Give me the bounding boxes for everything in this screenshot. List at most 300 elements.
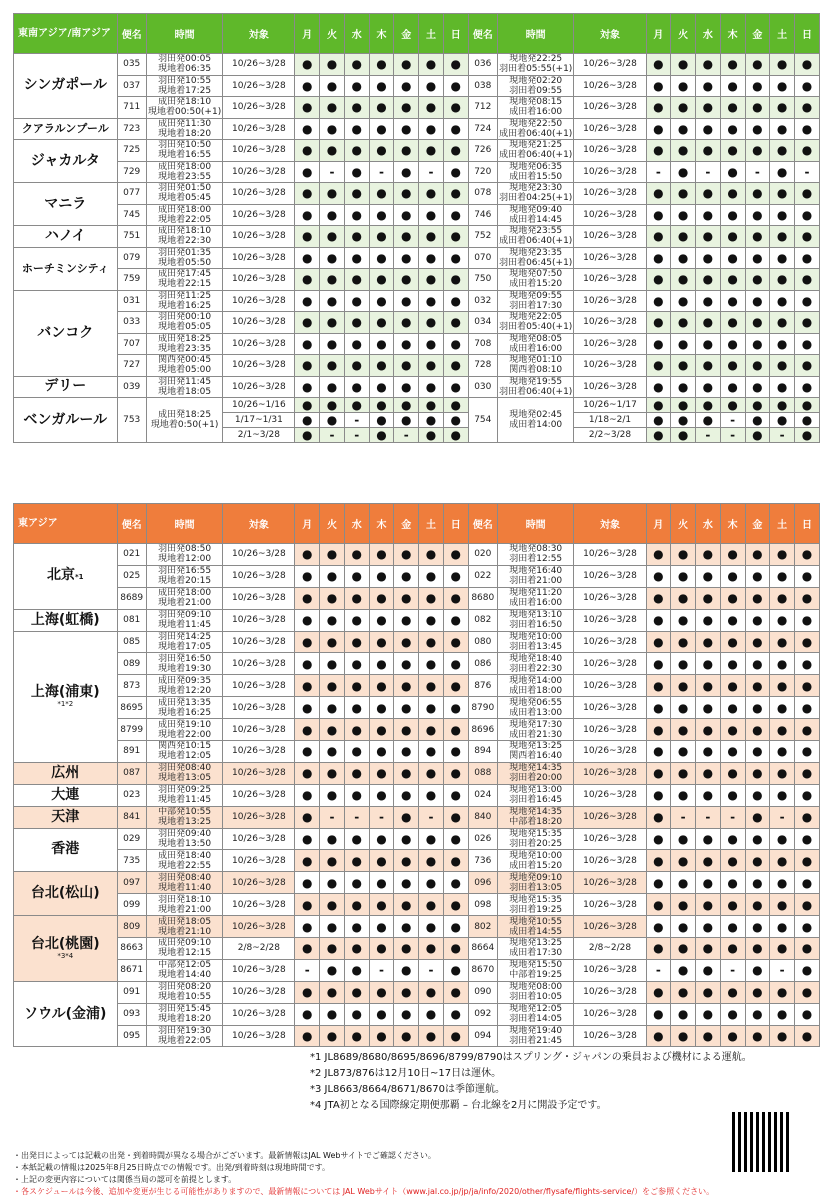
day-mark: ● xyxy=(696,938,721,960)
arrival-time: 成田着13:00 xyxy=(509,707,563,718)
day-mark: ● xyxy=(369,269,394,291)
departure-time: 羽田発00:10 xyxy=(158,312,212,323)
day-mark: ● xyxy=(745,355,770,377)
day-mark: ● xyxy=(671,544,696,566)
day-mark: ● xyxy=(295,697,320,719)
flight-number: 097 xyxy=(117,872,146,894)
city-label: ベンガルール xyxy=(23,411,108,428)
day-mark: ● xyxy=(443,312,468,334)
flight-number: 841 xyxy=(117,806,146,828)
arrival-time: 現地着12:00 xyxy=(158,554,212,565)
day-mark: ● xyxy=(443,631,468,653)
column-header: 時間 xyxy=(146,504,223,544)
day-mark: ● xyxy=(320,741,345,763)
flight-time xyxy=(497,204,574,226)
day-mark: ● xyxy=(344,850,369,872)
table-row xyxy=(14,1003,820,1025)
day-mark: ● xyxy=(443,269,468,291)
arrival-time: 成田着16:00 xyxy=(509,107,563,118)
table-row xyxy=(14,312,820,334)
flight-number: 092 xyxy=(468,1003,497,1025)
day-mark: ● xyxy=(745,544,770,566)
operating-period: 10/26~3/28 xyxy=(574,544,646,566)
arrival-time: 現地着21:10 xyxy=(158,926,212,937)
day-mark: ● xyxy=(344,1003,369,1025)
flight-number: 087 xyxy=(117,762,146,784)
day-mark: ● xyxy=(696,872,721,894)
day-mark: ● xyxy=(770,269,795,291)
arrival-time: 羽田着20:25 xyxy=(509,839,563,850)
arrival-time: 現地着23:55 xyxy=(158,171,212,182)
day-mark: ● xyxy=(671,226,696,248)
departure-time: 現地発14:35 xyxy=(509,807,563,818)
day-mark: ● xyxy=(344,97,369,119)
day-mark: ● xyxy=(443,413,468,428)
day-mark: ● xyxy=(295,161,320,183)
city-name xyxy=(14,806,118,828)
day-mark: ● xyxy=(320,413,345,428)
flight-number: 030 xyxy=(468,376,497,398)
table-row xyxy=(14,54,820,76)
day-mark: ● xyxy=(795,1025,820,1047)
day-mark: ● xyxy=(369,938,394,960)
day-mark: ● xyxy=(745,981,770,1003)
day-mark: ● xyxy=(394,312,419,334)
operating-period: 10/26~3/28 xyxy=(574,355,646,377)
arrival-time: 現地着12:05 xyxy=(158,751,212,762)
flight-number: 021 xyxy=(117,544,146,566)
flight-number: 723 xyxy=(117,118,146,140)
operating-period: 10/26~3/28 xyxy=(223,333,295,355)
day-mark: ● xyxy=(720,140,745,162)
table-row xyxy=(14,1025,820,1047)
day-mark: ● xyxy=(646,140,671,162)
departure-time: 現地発21:25 xyxy=(509,140,563,151)
day-mark: ● xyxy=(671,97,696,119)
column-header: 土 xyxy=(419,14,444,54)
city-label: シンガポール xyxy=(23,77,107,94)
day-mark: ● xyxy=(295,1003,320,1025)
arrival-time: 現地着22:05 xyxy=(158,1036,212,1047)
day-mark: ● xyxy=(795,544,820,566)
departure-time: 羽田発10:50 xyxy=(158,140,212,151)
day-mark: ● xyxy=(795,784,820,806)
flight-number: 754 xyxy=(468,398,497,443)
city-name xyxy=(14,398,118,443)
flight-time xyxy=(146,565,223,587)
arrival-time: 現地着16:25 xyxy=(158,707,212,718)
day-mark: ● xyxy=(295,631,320,653)
day-mark: ● xyxy=(745,398,770,413)
day-mark: ● xyxy=(369,828,394,850)
day-mark: ● xyxy=(795,247,820,269)
day-mark: ● xyxy=(745,631,770,653)
operating-period: 10/26~3/28 xyxy=(574,916,646,938)
day-mark: ● xyxy=(745,938,770,960)
day-mark: ● xyxy=(394,118,419,140)
flight-time xyxy=(497,741,574,763)
column-header: 木 xyxy=(720,504,745,544)
day-mark: ● xyxy=(646,938,671,960)
header-row xyxy=(14,14,820,54)
day-mark: ● xyxy=(419,653,444,675)
day-mark: ● xyxy=(770,54,795,76)
day-mark: ● xyxy=(320,1003,345,1025)
operating-period: 10/26~3/28 xyxy=(574,850,646,872)
day-mark: ● xyxy=(419,631,444,653)
flight-number: 020 xyxy=(468,544,497,566)
flight-number: 726 xyxy=(468,140,497,162)
day-mark: ● xyxy=(419,544,444,566)
operating-period: 10/26~3/28 xyxy=(223,226,295,248)
flight-number: 809 xyxy=(117,916,146,938)
departure-time: 現地発07:50 xyxy=(509,269,563,280)
day-mark: ● xyxy=(295,355,320,377)
day-mark: ● xyxy=(770,697,795,719)
day-mark: ● xyxy=(770,609,795,631)
day-mark: ● xyxy=(295,981,320,1003)
disclaimer-line-4: ・各スケジュールは今後、追加や変更が生じる可能性がありますので、最新情報については JAL Webサイト（www.jal.co.jp/jp/ja/info/2020/other/flysafe/flights-service/）をご参照ください。 xyxy=(13,1187,715,1196)
day-mark: ● xyxy=(671,413,696,428)
arrival-time: 羽田着17:30 xyxy=(509,300,563,311)
operating-period: 10/26~3/28 xyxy=(223,183,295,205)
day-mark: ● xyxy=(671,959,696,981)
column-header: 対象 xyxy=(223,504,295,544)
day-mark: ● xyxy=(770,226,795,248)
flight-number: 8695 xyxy=(117,697,146,719)
day-mark: - xyxy=(419,959,444,981)
day-mark: ● xyxy=(419,828,444,850)
day-mark: ● xyxy=(720,762,745,784)
day-mark: ● xyxy=(295,118,320,140)
operating-period: 10/26~3/28 xyxy=(574,828,646,850)
flight-time xyxy=(146,1025,223,1047)
day-mark: ● xyxy=(344,247,369,269)
arrival-time: 成田着06:40(+1) xyxy=(499,236,573,247)
day-mark: ● xyxy=(419,183,444,205)
column-header: 火 xyxy=(671,14,696,54)
day-mark: ● xyxy=(795,140,820,162)
flight-time xyxy=(497,183,574,205)
day-mark: ● xyxy=(369,413,394,428)
day-mark: ● xyxy=(369,565,394,587)
operating-period: 10/26~3/28 xyxy=(574,140,646,162)
operating-period: 10/26~3/28 xyxy=(223,140,295,162)
day-mark: ● xyxy=(646,631,671,653)
flight-number: 727 xyxy=(117,355,146,377)
flight-time xyxy=(497,806,574,828)
day-mark: ● xyxy=(369,675,394,697)
footnote-mark: *1 xyxy=(75,572,84,581)
table-row xyxy=(14,97,820,119)
day-mark: ● xyxy=(320,916,345,938)
day-mark: ● xyxy=(671,269,696,291)
day-mark: ● xyxy=(443,75,468,97)
day-mark: ● xyxy=(369,697,394,719)
departure-time: 成田発17:45 xyxy=(158,269,212,280)
day-mark: ● xyxy=(671,872,696,894)
flight-number: 024 xyxy=(468,784,497,806)
day-mark: ● xyxy=(646,565,671,587)
day-mark: ● xyxy=(720,894,745,916)
day-mark: ● xyxy=(344,75,369,97)
city-label: 上海(浦東) xyxy=(30,684,100,701)
day-mark: ● xyxy=(770,587,795,609)
day-mark: ● xyxy=(419,204,444,226)
table-row xyxy=(14,719,820,741)
flight-number: 078 xyxy=(468,183,497,205)
day-mark: ● xyxy=(696,784,721,806)
day-mark: ● xyxy=(419,398,444,413)
flight-time xyxy=(497,981,574,1003)
departure-time: 現地発10:00 xyxy=(509,632,563,642)
day-mark: ● xyxy=(320,609,345,631)
day-mark: ● xyxy=(419,565,444,587)
column-header: 時間 xyxy=(497,504,574,544)
day-mark: ● xyxy=(443,247,468,269)
flight-time xyxy=(497,544,574,566)
day-mark: ● xyxy=(394,828,419,850)
day-mark: ● xyxy=(295,565,320,587)
arrival-time: 現地着22:30 xyxy=(158,236,212,247)
day-mark: ● xyxy=(344,1025,369,1047)
day-mark: ● xyxy=(770,784,795,806)
table-row xyxy=(14,398,820,413)
arrival-time: 現地着11:40 xyxy=(158,882,212,893)
column-header: 火 xyxy=(320,504,345,544)
day-mark: ● xyxy=(344,204,369,226)
departure-time: 成田発18:05 xyxy=(158,916,212,927)
day-mark: ● xyxy=(720,226,745,248)
flight-number: 894 xyxy=(468,741,497,763)
day-mark: - xyxy=(369,161,394,183)
day-mark: - xyxy=(344,413,369,428)
column-header: 月 xyxy=(295,504,320,544)
day-mark: ● xyxy=(745,719,770,741)
arrival-time: 羽田着13:45 xyxy=(509,642,563,652)
flight-time xyxy=(146,631,223,653)
day-mark: ● xyxy=(745,204,770,226)
flight-time xyxy=(146,398,223,443)
day-mark: ● xyxy=(344,398,369,413)
day-mark: ● xyxy=(295,653,320,675)
day-mark: ● xyxy=(344,290,369,312)
day-mark: ● xyxy=(295,428,320,443)
day-mark: ● xyxy=(369,609,394,631)
day-mark: ● xyxy=(696,587,721,609)
day-mark: ● xyxy=(720,916,745,938)
day-mark: ● xyxy=(394,675,419,697)
day-mark: ● xyxy=(369,398,394,413)
day-mark: - xyxy=(696,428,721,443)
arrival-time: 現地着05:05 xyxy=(158,322,212,333)
table-row xyxy=(14,204,820,226)
departure-time: 現地発13:25 xyxy=(509,938,563,949)
day-mark: ● xyxy=(443,959,468,981)
operating-period: 10/26~3/28 xyxy=(574,959,646,981)
day-mark: ● xyxy=(320,544,345,566)
day-mark: ● xyxy=(344,54,369,76)
footnote-mark: *1*2 xyxy=(57,700,74,709)
arrival-time: 現地着21:00 xyxy=(158,904,212,915)
city-label: ジャカルタ xyxy=(30,152,100,169)
day-mark: ● xyxy=(443,850,468,872)
flight-number: 038 xyxy=(468,75,497,97)
city-name xyxy=(14,981,118,1047)
day-mark: ● xyxy=(646,916,671,938)
flight-time xyxy=(146,247,223,269)
city-name xyxy=(14,376,118,398)
operating-period: 10/26~3/28 xyxy=(223,959,295,981)
day-mark: ● xyxy=(745,762,770,784)
flight-time xyxy=(497,916,574,938)
flight-time xyxy=(497,269,574,291)
footnote-mark: *3*4 xyxy=(57,951,74,960)
day-mark: ● xyxy=(795,828,820,850)
flight-time xyxy=(497,894,574,916)
flight-time xyxy=(146,183,223,205)
day-mark: ● xyxy=(720,290,745,312)
arrival-time: 現地着11:45 xyxy=(158,620,212,631)
operating-period: 10/26~3/28 xyxy=(223,609,295,631)
day-mark: ● xyxy=(443,653,468,675)
day-mark: ● xyxy=(320,784,345,806)
day-mark: ● xyxy=(696,719,721,741)
column-header: 時間 xyxy=(146,14,223,54)
day-mark: ● xyxy=(770,183,795,205)
day-mark: ● xyxy=(419,938,444,960)
flight-time xyxy=(146,587,223,609)
day-mark: ● xyxy=(394,850,419,872)
table-row xyxy=(14,981,820,1003)
flight-number: 034 xyxy=(468,312,497,334)
flight-number: 032 xyxy=(468,290,497,312)
day-mark: ● xyxy=(720,719,745,741)
flight-number: 082 xyxy=(468,609,497,631)
disclaimer xyxy=(13,1150,714,1198)
arrival-time: 成田着06:40(+1) xyxy=(499,128,573,139)
flight-time xyxy=(497,938,574,960)
flight-number: 081 xyxy=(117,609,146,631)
arrival-time: 現地着10:55 xyxy=(158,992,212,1003)
day-mark: ● xyxy=(646,398,671,413)
flight-number: 8670 xyxy=(468,959,497,981)
day-mark: - xyxy=(369,806,394,828)
day-mark: ● xyxy=(795,290,820,312)
day-mark: ● xyxy=(443,675,468,697)
day-mark: ● xyxy=(295,609,320,631)
table-row xyxy=(14,938,820,960)
day-mark: ● xyxy=(745,565,770,587)
table-row xyxy=(14,741,820,763)
day-mark: ● xyxy=(394,75,419,97)
day-mark: ● xyxy=(795,355,820,377)
day-mark: ● xyxy=(770,894,795,916)
arrival-time: 成田着16:00 xyxy=(509,343,563,354)
column-header: 金 xyxy=(745,14,770,54)
operating-period: 10/26~3/28 xyxy=(574,719,646,741)
day-mark: ● xyxy=(646,312,671,334)
flight-number: 099 xyxy=(117,894,146,916)
city-label: ハノイ xyxy=(44,227,86,244)
city-name xyxy=(14,784,118,806)
day-mark: ● xyxy=(419,428,444,443)
day-mark: ● xyxy=(770,204,795,226)
table-row xyxy=(14,226,820,248)
column-header: 月 xyxy=(646,14,671,54)
day-mark: ● xyxy=(671,609,696,631)
departure-time: 成田発13:35 xyxy=(158,697,212,708)
day-mark: - xyxy=(320,806,345,828)
day-mark: ● xyxy=(394,544,419,566)
departure-time: 現地発06:55 xyxy=(509,697,563,708)
day-mark: ● xyxy=(646,719,671,741)
departure-time: 羽田発09:40 xyxy=(158,829,212,840)
day-mark: ● xyxy=(696,1003,721,1025)
day-mark: ● xyxy=(320,140,345,162)
column-header: 日 xyxy=(795,504,820,544)
operating-period: 10/26~3/28 xyxy=(223,204,295,226)
day-mark: ● xyxy=(646,183,671,205)
day-mark: ● xyxy=(369,631,394,653)
day-mark: ● xyxy=(369,916,394,938)
day-mark: ● xyxy=(745,609,770,631)
day-mark: ● xyxy=(770,828,795,850)
day-mark: ● xyxy=(443,784,468,806)
day-mark: - xyxy=(295,959,320,981)
day-mark: ● xyxy=(646,762,671,784)
day-mark: ● xyxy=(770,140,795,162)
day-mark: ● xyxy=(696,333,721,355)
day-mark: ● xyxy=(394,398,419,413)
day-mark: ● xyxy=(745,413,770,428)
day-mark: ● xyxy=(344,183,369,205)
day-mark: ● xyxy=(671,161,696,183)
flight-time xyxy=(146,609,223,631)
operating-period: 10/26~3/28 xyxy=(574,204,646,226)
flight-number: 725 xyxy=(117,140,146,162)
day-mark: ● xyxy=(344,959,369,981)
day-mark: ● xyxy=(720,697,745,719)
day-mark: ● xyxy=(696,355,721,377)
departure-time: 現地発23:30 xyxy=(509,183,563,194)
day-mark: ● xyxy=(344,675,369,697)
departure-time: 成田発18:00 xyxy=(158,588,212,599)
day-mark: ● xyxy=(295,290,320,312)
day-mark: ● xyxy=(696,376,721,398)
table-row xyxy=(14,355,820,377)
day-mark: ● xyxy=(671,290,696,312)
day-mark: ● xyxy=(443,981,468,1003)
day-mark: ● xyxy=(443,161,468,183)
column-header: 日 xyxy=(443,14,468,54)
day-mark: ● xyxy=(795,587,820,609)
day-mark: ● xyxy=(443,204,468,226)
day-mark: ● xyxy=(320,54,345,76)
qr-code-icon[interactable] xyxy=(732,1112,792,1172)
operating-period: 10/26~3/28 xyxy=(574,741,646,763)
day-mark: ● xyxy=(344,762,369,784)
arrival-time: 現地着21:00 xyxy=(158,598,212,609)
flight-time xyxy=(497,719,574,741)
day-mark: ● xyxy=(696,697,721,719)
day-mark: ● xyxy=(770,247,795,269)
day-mark: ● xyxy=(369,1003,394,1025)
day-mark: ● xyxy=(720,161,745,183)
day-mark: ● xyxy=(671,312,696,334)
day-mark: ● xyxy=(770,355,795,377)
day-mark: ● xyxy=(394,290,419,312)
